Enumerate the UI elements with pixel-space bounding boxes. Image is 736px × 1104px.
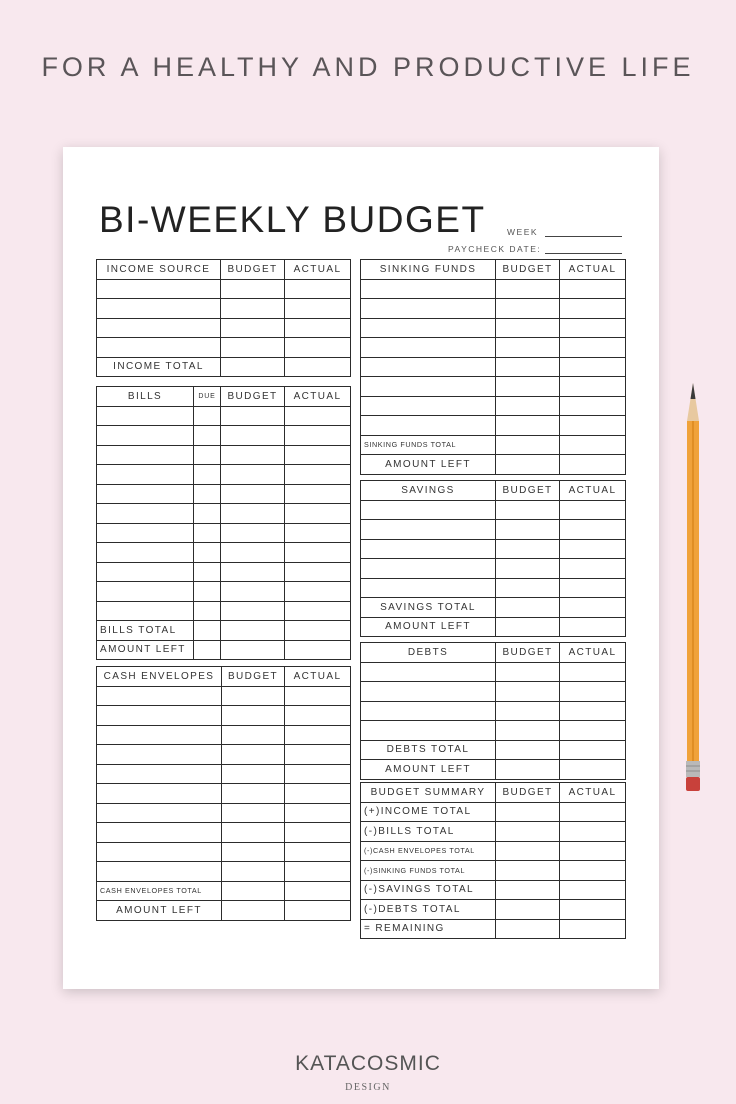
summary-row-debts[interactable] [361, 900, 626, 920]
sinking-amount-left-row[interactable] [361, 455, 626, 475]
summary-income-label: (+)INCOME TOTAL [361, 802, 496, 822]
sinking-actual-header: ACTUAL [560, 260, 626, 280]
summary-sinking-label: (-)SINKING FUNDS TOTAL [361, 861, 496, 881]
table-row[interactable] [97, 803, 351, 823]
bills-header-row [97, 387, 351, 407]
table-row[interactable] [97, 582, 351, 602]
summary-row-remaining[interactable] [361, 919, 626, 939]
savings-header-row [361, 481, 626, 501]
table-row[interactable] [361, 559, 626, 579]
week-label: WEEK [507, 227, 539, 237]
table-row[interactable] [97, 318, 351, 338]
table-row[interactable] [97, 842, 351, 862]
debts-amount-left-label: AMOUNT LEFT [361, 760, 496, 780]
sinking-amount-left-label: AMOUNT LEFT [361, 455, 496, 475]
sinking-funds-total-label: SINKING FUNDS TOTAL [361, 435, 496, 455]
cash-total-row[interactable] [97, 881, 351, 901]
sinking-budget-header: BUDGET [496, 260, 560, 280]
savings-amount-left-label: AMOUNT LEFT [361, 617, 496, 637]
tagline: FOR A HEALTHY AND PRODUCTIVE LIFE [41, 52, 695, 82]
bills-amount-left-label: AMOUNT LEFT [97, 640, 194, 660]
summary-actual-header: ACTUAL [560, 783, 626, 803]
income-budget-header: BUDGET [221, 260, 285, 280]
table-row[interactable] [361, 701, 626, 721]
table-row[interactable] [361, 279, 626, 299]
brand-logo-sub: DESIGN [345, 1082, 391, 1093]
sinking-funds-header: SINKING FUNDS [361, 260, 496, 280]
cash-actual-header: ACTUAL [285, 667, 351, 687]
table-row[interactable] [97, 764, 351, 784]
budget-summary-header: BUDGET SUMMARY [361, 783, 496, 803]
paycheck-date-label: PAYCHECK DATE: [448, 244, 542, 254]
savings-header: SAVINGS [361, 481, 496, 501]
cash-envelopes-total-label: CASH ENVELOPES TOTAL [97, 881, 222, 901]
budget-summary-table [360, 782, 626, 939]
table-row[interactable] [97, 706, 351, 726]
table-row[interactable] [361, 377, 626, 397]
summary-cash-label: (-)CASH ENVELOPES TOTAL [361, 841, 496, 861]
bills-due-header: DUE [194, 387, 221, 407]
income-actual-header: ACTUAL [285, 260, 351, 280]
summary-savings-label: (-)SAVINGS TOTAL [361, 880, 496, 900]
income-total-label: INCOME TOTAL [97, 357, 221, 377]
cash-header-row [97, 667, 351, 687]
table-row[interactable] [361, 682, 626, 702]
debts-header-row [361, 643, 626, 663]
debts-total-row[interactable] [361, 740, 626, 760]
bills-total-row[interactable] [97, 621, 351, 641]
sinking-funds-table [360, 259, 626, 475]
income-source-header: INCOME SOURCE [97, 260, 221, 280]
bills-budget-header: BUDGET [221, 387, 285, 407]
summary-bills-label: (-)BILLS TOTAL [361, 822, 496, 842]
debts-amount-left-row[interactable] [361, 760, 626, 780]
table-row[interactable] [97, 338, 351, 358]
table-row[interactable] [97, 562, 351, 582]
table-row[interactable] [97, 299, 351, 319]
week-field[interactable] [545, 236, 622, 237]
table-row[interactable] [97, 543, 351, 563]
table-row[interactable] [361, 721, 626, 741]
debts-total-label: DEBTS TOTAL [361, 740, 496, 760]
debts-actual-header: ACTUAL [560, 643, 626, 663]
cash-amount-left-label: AMOUNT LEFT [97, 901, 222, 921]
table-row[interactable] [361, 318, 626, 338]
table-row[interactable] [361, 338, 626, 358]
table-row[interactable] [361, 396, 626, 416]
table-row[interactable] [361, 520, 626, 540]
table-row[interactable] [97, 862, 351, 882]
bills-amount-left-row[interactable] [97, 640, 351, 660]
table-row[interactable] [97, 445, 351, 465]
summary-row-income[interactable] [361, 802, 626, 822]
table-row[interactable] [97, 686, 351, 706]
summary-debts-label: (-)DEBTS TOTAL [361, 900, 496, 920]
sheet-title: BI-WEEKLY BUDGET [99, 199, 486, 240]
table-row[interactable] [97, 784, 351, 804]
pencil-icon [681, 381, 705, 809]
summary-row-sinking[interactable] [361, 861, 626, 881]
sinking-total-row[interactable] [361, 435, 626, 455]
table-row[interactable] [361, 539, 626, 559]
debts-header: DEBTS [361, 643, 496, 663]
debts-table [360, 642, 626, 780]
cash-envelopes-table [96, 666, 351, 921]
summary-remaining-label: = REMAINING [361, 919, 496, 939]
sinking-header-row [361, 260, 626, 280]
cash-budget-header: BUDGET [222, 667, 285, 687]
income-table [96, 259, 351, 377]
table-row[interactable] [361, 299, 626, 319]
summary-row-cash[interactable] [361, 841, 626, 861]
table-row[interactable] [97, 484, 351, 504]
table-row[interactable] [361, 662, 626, 682]
table-row[interactable] [97, 725, 351, 745]
paycheck-date-field[interactable] [545, 253, 622, 254]
table-row[interactable] [97, 406, 351, 426]
savings-table [360, 480, 626, 637]
table-row[interactable] [361, 416, 626, 436]
table-row[interactable] [361, 357, 626, 377]
summary-row-savings[interactable] [361, 880, 626, 900]
table-row[interactable] [97, 465, 351, 485]
summary-budget-header: BUDGET [496, 783, 560, 803]
budget-sheet [63, 147, 659, 989]
bills-actual-header: ACTUAL [285, 387, 351, 407]
debts-budget-header: BUDGET [496, 643, 560, 663]
table-row[interactable] [97, 279, 351, 299]
table-row[interactable] [97, 504, 351, 524]
income-total-row[interactable] [97, 357, 351, 377]
table-row[interactable] [97, 426, 351, 446]
income-header-row [97, 260, 351, 280]
summary-row-bills[interactable] [361, 822, 626, 842]
savings-total-label: SAVINGS TOTAL [361, 598, 496, 618]
table-row[interactable] [361, 500, 626, 520]
bills-table [96, 386, 351, 660]
table-row[interactable] [97, 601, 351, 621]
table-row[interactable] [97, 745, 351, 765]
savings-actual-header: ACTUAL [560, 481, 626, 501]
table-row[interactable] [97, 523, 351, 543]
savings-amount-left-row[interactable] [361, 617, 626, 637]
savings-budget-header: BUDGET [496, 481, 560, 501]
brand-logo: KATACOSMIC [295, 1052, 441, 1075]
bills-total-label: BILLS TOTAL [97, 621, 194, 641]
bills-header: BILLS [97, 387, 194, 407]
cash-amount-left-row[interactable] [97, 901, 351, 921]
table-row[interactable] [361, 578, 626, 598]
table-row[interactable] [97, 823, 351, 843]
summary-header-row [361, 783, 626, 803]
savings-total-row[interactable] [361, 598, 626, 618]
cash-envelopes-header: CASH ENVELOPES [97, 667, 222, 687]
